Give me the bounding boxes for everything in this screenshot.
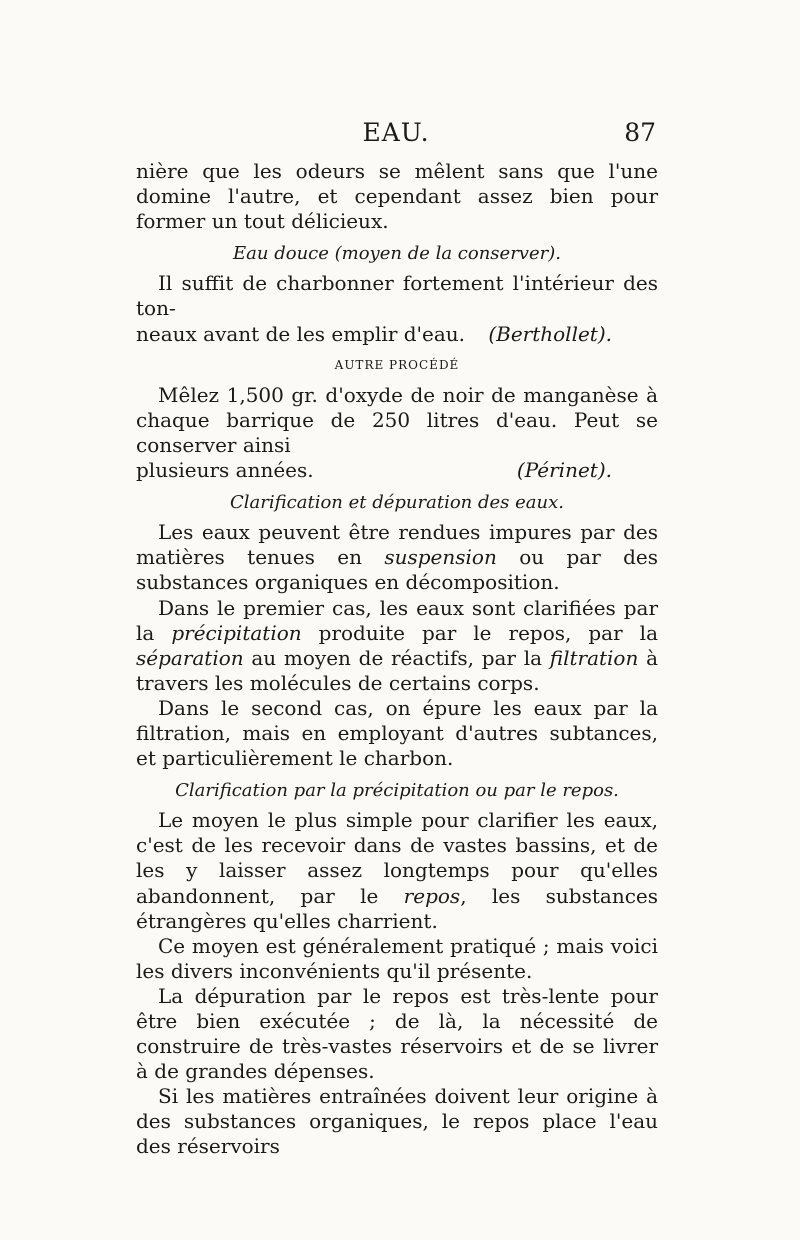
paragraph-autre-procede-last-line (136, 458, 658, 483)
page-text (136, 159, 658, 1160)
paragraph-autre-procede: Mêlez 1,500 gr. d'oxyde de noir de manganèse à chaque barrique de 250 litres d'eau. Peut se conserver ainsi (136, 382, 658, 457)
paragraph-autre-procede-end: plusieurs années. (136, 458, 314, 483)
term-suspension: suspension (384, 545, 497, 570)
paragraph-clarification-2-part1: Dans le premier cas, les eaux sont clarifiées par la (136, 595, 658, 645)
page-header (136, 118, 656, 152)
heading-clarification: Clarification et dépuration des eaux. (230, 492, 564, 514)
paragraph-precipitation-1 (136, 808, 658, 933)
paragraph-clarification-1-after: ou par des substances organiques en décomposition. (136, 545, 659, 595)
opening-paragraph: nière que les odeurs se mêlent sans que l'une domine l'autre, et cependant assez bien pour former un tout délicieux. (136, 159, 658, 234)
term-separation: séparation (136, 645, 244, 670)
paragraph-clarification-1 (136, 520, 658, 595)
heading-eau-douce: Eau douce (moyen de la conserver). (233, 243, 561, 265)
paragraph-eau-douce-line2: neaux avant de les emplir d'eau. (136, 321, 466, 346)
paragraph-clarification-2-part3: au moyen de réactifs, par la (243, 645, 550, 670)
paragraph-eau-douce-last-line (136, 322, 658, 347)
paragraph-clarification-2-part4: à travers les molécules de certains corps. (136, 645, 658, 695)
paragraph-precipitation-3: La dépuration par le repos est très-lente pour être bien exécutée ; de là, la nécessité de construire de très-vastes réservoirs et de se livrer à de grandes dépenses. (136, 983, 658, 1084)
paragraph-clarification-2-part2: produite par le repos, par la (301, 620, 658, 645)
heading-autre-procede: AUTRE PROCÉDÉ (334, 357, 460, 372)
source-berthollet: (Berthollet). (488, 321, 612, 346)
running-head: EAU. (362, 118, 430, 147)
source-perinet: (Périnet). (516, 458, 612, 483)
term-filtration: filtration (549, 645, 639, 670)
term-repos: repos (403, 883, 461, 908)
paragraph-precipitation-1-before: Le moyen le plus simple pour clarifier les eaux, c'est de les recevoir dans de vastes bassins, et de les y laisser assez longtemps pour qu'elles abandonnent, par le (136, 808, 658, 908)
paragraph-precipitation-4: Si les matières entraînées doivent leur origine à des substances organiques, le repos place l'eau des réservoirs (136, 1084, 658, 1159)
paragraph-precipitation-1-after: , les substances étrangères qu'elles charrient. (136, 883, 658, 933)
page-number: 87 (624, 118, 656, 147)
term-precipitation: précipitation (171, 620, 302, 645)
paragraph-clarification-2 (136, 596, 658, 696)
heading-precipitation: Clarification par la précipitation ou par le repos. (175, 780, 619, 802)
paragraph-clarification-3: Dans le second cas, on épure les eaux par la filtration, mais en employant d'autres subtances, et particulièrement le charbon. (136, 695, 658, 771)
paragraph-precipitation-2: Ce moyen est généralement pratiqué ; mais voici les divers inconvénients qu'il présente. (136, 933, 658, 983)
paragraph-clarification-1-before: Les eaux peuvent être rendues impures par des matières tenues en (136, 520, 658, 570)
paragraph-eau-douce-line1: Il suffit de charbonner fortement l'intérieur des ton- (136, 271, 658, 321)
